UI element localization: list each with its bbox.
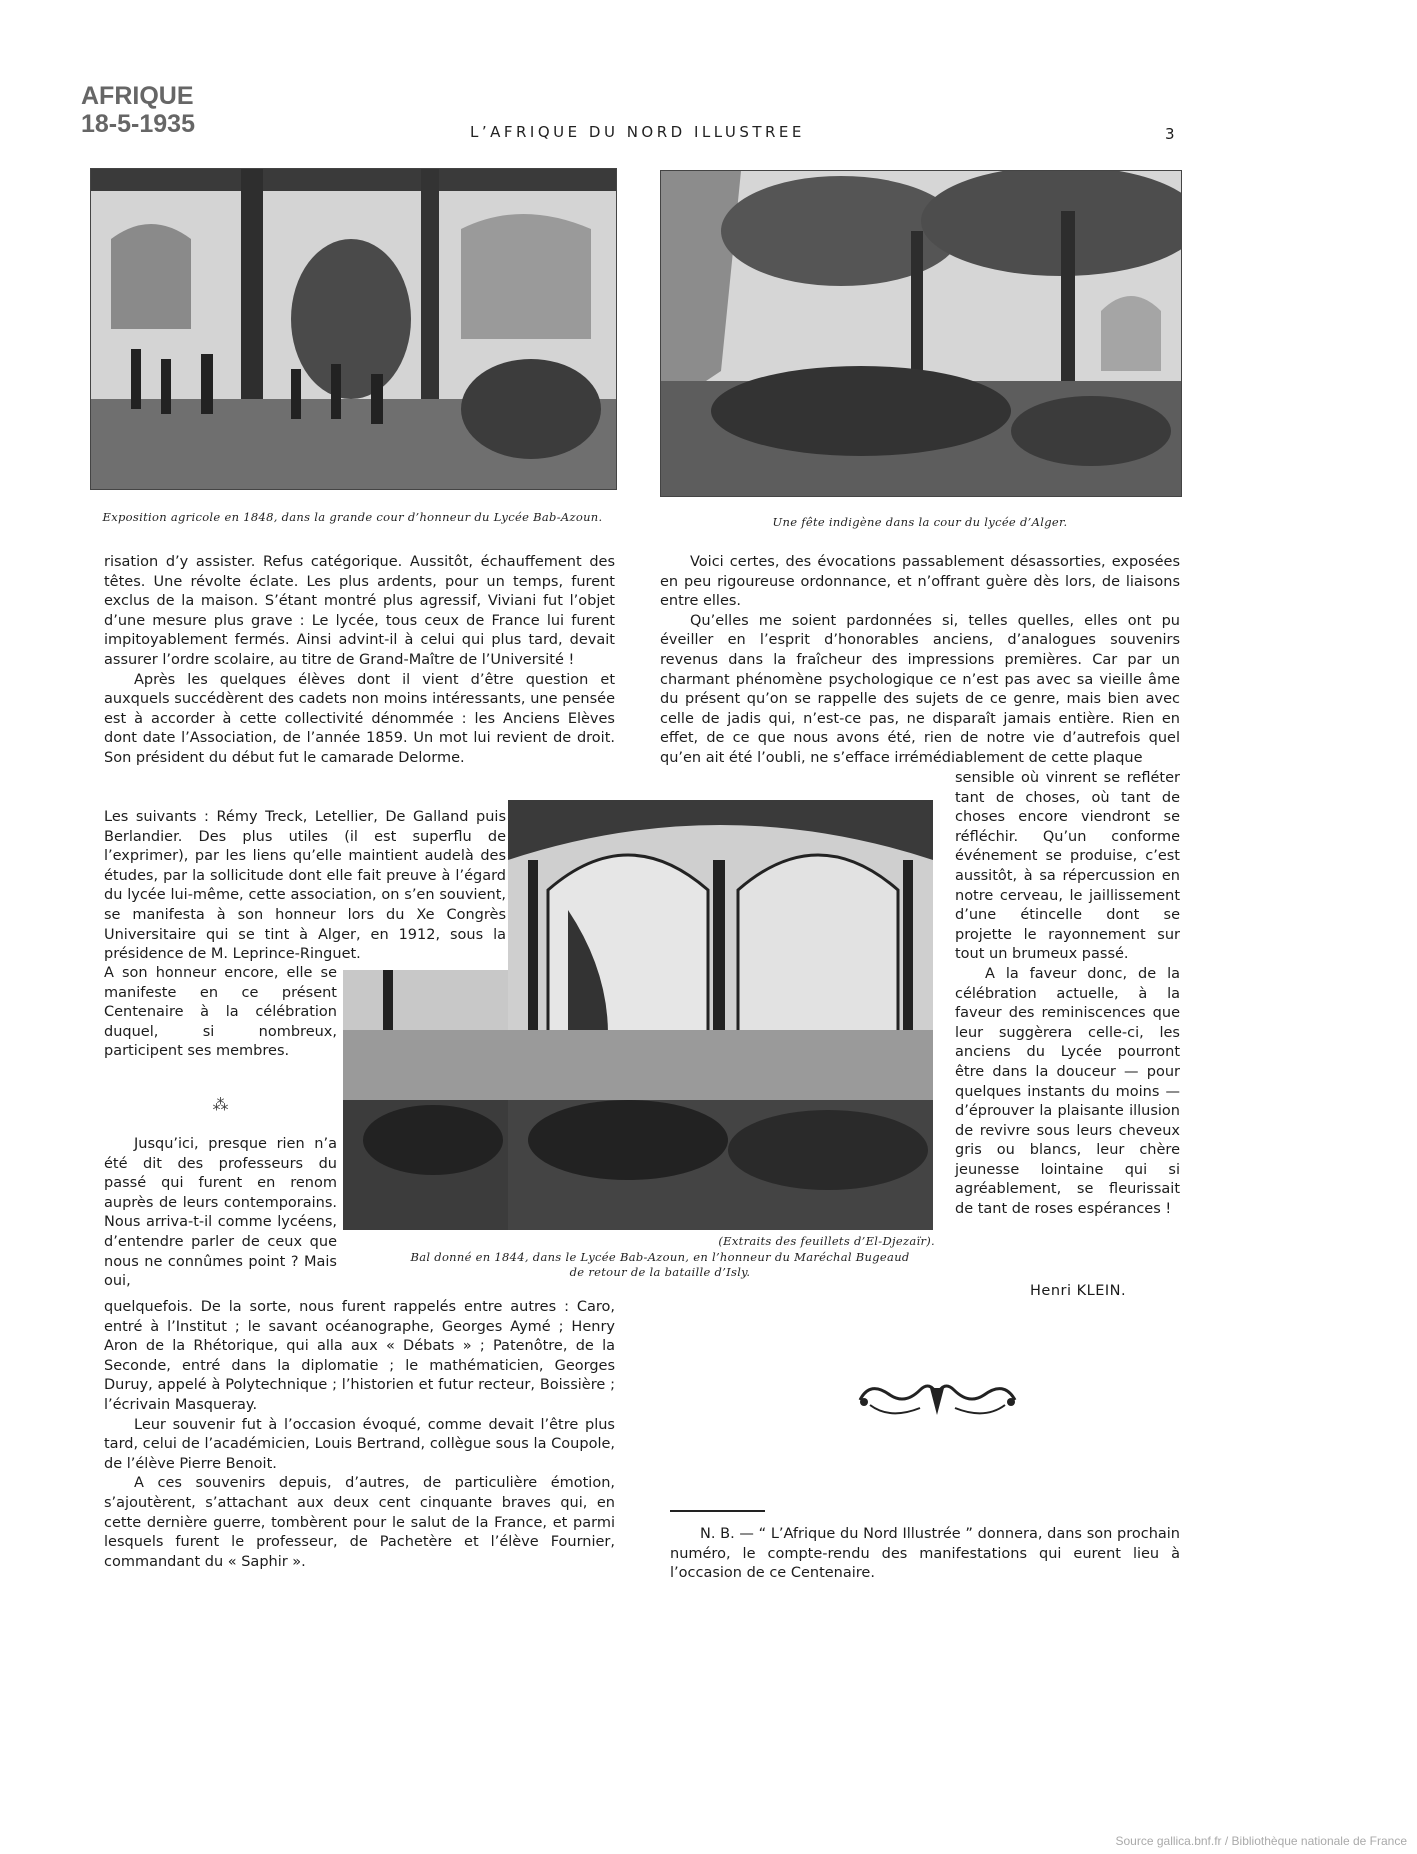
caption-center-credit: (Extraits des feuillets d’El-Djezaïr). — [718, 1234, 935, 1248]
nb-note-text: N. B. — “ L’Afrique du Nord Illustrée ” donnera, dans son prochain numéro, le compte-rendu des manifestations qui eurent lieu à l’occasion de ce Centenaire. — [670, 1526, 1180, 1582]
left-column-wrap-2: A son honneur encore, elle se manifeste en ce présent Centenaire à la célébration duquel, si nombreux, participent ses membres. — [104, 965, 337, 1060]
caption-top-right: Une fête indigène dans la cour du lycée d’Alger. — [772, 515, 1068, 529]
ornament-drawing — [850, 1370, 1025, 1425]
nb-note — [670, 1525, 1180, 1584]
caption-center-1: Bal donné en 1844, dans le Lycée Bab-Azoun, en l’honneur du Maréchal Bugeaud — [410, 1250, 910, 1264]
engraving-bal-extension-drawing — [343, 970, 508, 1230]
left-paragraph-1: risation d’y assister. Refus catégorique. Aussitôt, échauffement des têtes. Une révolte éclate. Les plus ardents, pour un temps, furent exclus de la maison. S’étant montré plus agressif, Viviani fut l’objet d’une mesure plus grave : Le lycée, tous ceux de France lui furent impitoyablement fermés. Ainsi advint-il à celui qui plus tard, devait assurer l’ordre scolaire, au titre de Grand-Maître de l’Université ! — [104, 554, 615, 668]
left-paragraph-3b: quelquefois. De la sorte, nous furent rappelés entre autres : Caro, entré à l’Institut ; le savant océanographe, Georges Aymé ; Henry Aron de la Rhétorique, qui alla aux « Débats » ; Patenôtre, de la Seconde, entré dans la diplomatie ; le mathématicien, Georges Duruy, appelé à Polytechnique ; l’historien et futur recteur, Boissière ; l’écrivain Masqueray. — [104, 1299, 615, 1413]
engraving-fete-drawing — [661, 171, 1181, 496]
running-head: L’AFRIQUE DU NORD ILLUSTREE — [470, 123, 805, 141]
note-rule — [670, 1510, 765, 1512]
decorative-ornament-icon — [850, 1370, 1025, 1425]
right-column-wrap — [955, 769, 1180, 1220]
engraving-bal-drawing — [508, 800, 933, 1230]
source-credit: Source gallica.bnf.fr / Bibliothèque nationale de France — [1115, 1834, 1407, 1848]
left-paragraph-3: Jusqu’ici, presque rien n’a été dit des professeurs du passé qui furent en renom auprès de leurs contemporains. Nous arriva-t-il comme lycéens, d’entendre parler de ceux que nous ne connûmes point ? Mais oui, — [104, 1136, 337, 1290]
engraving-bal-left-extension — [343, 970, 508, 1230]
right-paragraph-2: Qu’elles me soient pardonnées si, telles quelles, elles ont pu éveiller en l’esprit d’honorables anciens, d’analogues souvenirs revenus dans la fraîcheur des impressions premières. Car par un charmant phénomène psychologique ce n’est pas avec sa vieille âme du présent qu’on se rappelle des sujets de ce genre, mais bien avec celle de jadis qui, n’est-ce pas, ne disparaît jamais entière. Rien en effet, de ce que nous avons été, rien de notre vie d’autrefois quel qu’en ait été l’oubli, ne s’efface irrémédiablement de cette plaque — [660, 612, 1180, 766]
right-paragraph-1: Voici certes, des évocations passablement désassorties, exposées en peu rigoureuse ordonnance, et n’offrant guère dès lors, de liaisons entre elles. — [660, 554, 1180, 610]
page-number: 3 — [1165, 125, 1175, 143]
left-column-lower — [104, 1298, 615, 1572]
left-paragraph-5: A ces souvenirs depuis, d’autres, de particulière émotion, s’ajoutèrent, s’attachant aux deux cent cinquante braves qui, en cette dernière guerre, tombèrent pour le salut de la France, et parmi lesquels furent le professeur, de Pachetère et l’élève Fournier, commandant du « Saphir ». — [104, 1475, 615, 1570]
author-signature: Henri KLEIN. — [1030, 1283, 1127, 1299]
left-column-wrap-1: Les suivants : Rémy Treck, Letellier, De Galland puis Berlandier. Des plus utiles (il est superflu de l’exprimer), par les liens qu’elle maintient audelà des études, par la sollicitude dont elle fait preuve à l’égard du lycée lui-même, cette association, on s’en souvient, se manifesta à son honneur lors du Xe Congrès Universitaire qui se tint à Alger, en 1912, sous la présidence de M. Leprince-Ringuet. — [104, 809, 506, 963]
caption-center-2: de retour de la bataille d’Isly. — [569, 1265, 751, 1279]
right-paragraph-2b: sensible où vinrent se refléter tant de choses, où tant de choses encore viendront se réfléchir. Qu’un conforme événement se produise, c’est aussitôt, à sa répercussion en notre cerveau, le jaillissement d’une étincelle dont se projette le rayonnement sur tout un brumeux passé. — [955, 770, 1180, 963]
stamp-line-1: AFRIQUE — [81, 82, 194, 110]
section-star: ⁂ — [212, 1095, 229, 1114]
engraving-exposition-drawing — [91, 169, 616, 489]
left-paragraph-2: Après les quelques élèves dont il vient d’être question et auxquels succédèrent des cadets non moins intéressants, une pensée est à accorder à cette collectivité dénommée : les Anciens Elèves dont date l’Association, de l’année 1859. Un mot lui revient de droit. Son président du début fut le camarade Delorme. — [104, 671, 615, 766]
archive-stamp — [81, 82, 195, 138]
left-column-upper — [104, 553, 615, 769]
left-column-wrap-3 — [104, 1135, 337, 1292]
left-paragraph-4: Leur souvenir fut à l’occasion évoqué, comme devait l’être plus tard, celui de l’académicien, Louis Bertrand, collègue sous la Coupole, de l’élève Pierre Benoit. — [104, 1416, 615, 1472]
right-paragraph-3: A la faveur donc, de la célébration actuelle, à la faveur des reminiscences que leur suggèrera celle-ci, les anciens du Lycée pourront être dans la douceur — pour quelques instants du moins — d’éprouver la plaisante illusion de revivre sous leurs cheveux gris ou blancs, leur chère jeunesse lointaine qui si agréablement, se fleurissait de tant de roses espérances ! — [955, 965, 1180, 1218]
caption-top-left: Exposition agricole en 1848, dans la grande cour d’honneur du Lycée Bab-Azoun. — [102, 510, 603, 524]
stamp-line-2: 18-5-1935 — [81, 110, 195, 138]
engraving-bal-1844 — [508, 800, 933, 1230]
engraving-fete-indigene — [660, 170, 1182, 497]
engraving-exposition-agricole — [90, 168, 617, 490]
right-column-upper — [660, 553, 1180, 769]
